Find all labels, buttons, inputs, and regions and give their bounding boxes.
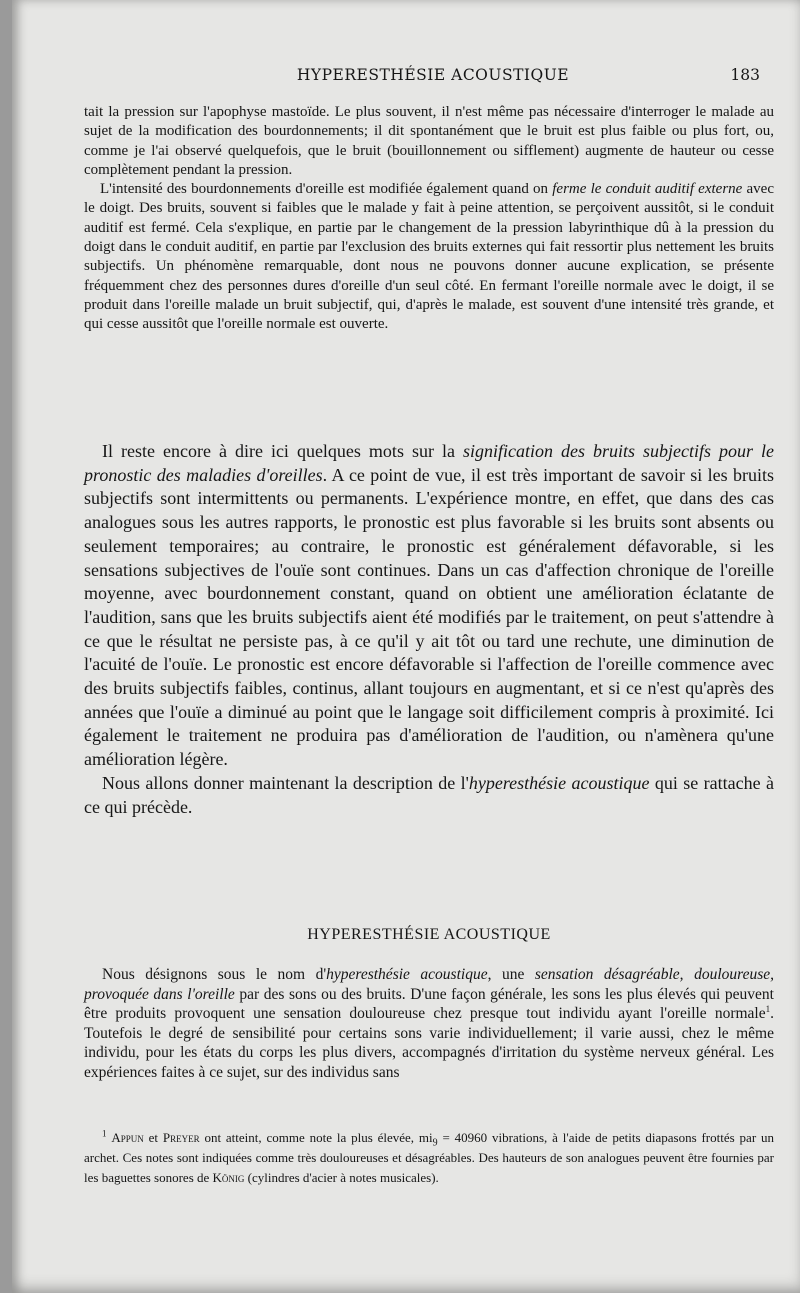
footnote-reference: 1 (765, 1004, 771, 1015)
footnote-marker: 1 (102, 1128, 107, 1139)
section-heading: HYPERESTHÉSIE ACOUSTIQUE (307, 926, 551, 943)
text-run: . Toutefois le degré de sensibilité pour certains sons varie individuellement; il varie aussi, chez le même individu, pour les états du corps les plus divers, accompagnés d'irritation du système nerveux général. Les expériences faites à ce sujet, sur des individus sans (84, 1005, 774, 1081)
text-run: . A ce point de vue, il est très important de savoir si les bruits subjectifs sont intermittents ou permanents. L'expérience montre, en effet, que dans des cas analogues sous les autres rapports, le pronostic est plus favorable si les bruits sont absents ou seulement temporaires; au contraire, le pronostic est généralement défavorable, si les sensations subjectives de l'ouïe sont continues. Dans un cas d'affection chronique de l'oreille moyenne, avec bourdonnement constant, quand on obtient une amélioration éclatante de l'audition, sans que les bruits subjectifs aient été modifiés par le traitement, on peut s'attendre à ce que le résultat ne persiste pas, à ce qu'il y ait tôt ou tard une rechute, une diminution de l'acuité de l'ouïe. Le pronostic est encore défavorable si l'affection de l'oreille commence avec des bruits subjectifs faibles, continus, allant toujours en augmentant, et si ce n'est qu'après des années que l'ouïe a diminué au point que le langage soit difficilement compris à proximité. Ici également le traitement ne produira pas d'amélioration de l'audition, ou n'amènera qu'une amélioration légère. (84, 464, 774, 770)
italic-phrase: hyperesthésie acoustique (468, 772, 650, 793)
author-name: Preyer (162, 1130, 200, 1145)
author-name: Appun (111, 1130, 144, 1145)
italic-phrase: ferme le conduit auditif externe (552, 181, 743, 198)
author-name: König (212, 1170, 245, 1185)
text-run: et (143, 1130, 163, 1145)
footnote (84, 1128, 774, 1188)
paragraph (84, 965, 774, 1083)
paragraph (84, 180, 774, 334)
upper-text-block (84, 103, 774, 335)
text-run: par des sons ou des bruits. D'une façon générale, les sons les plus élevés qui peuvent être produits provoquent une sensation douloureuse chez presque tout individu ayant l'oreille normale (84, 985, 774, 1023)
page-number: 183 (730, 66, 760, 84)
text-run: , une (487, 966, 535, 983)
italic-phrase: signification des bruits subjectifs pour le pronostic des maladies d'oreilles (84, 441, 774, 485)
text-run: L'intensité des bourdonnements d'oreille est modifiée également quand on (100, 181, 553, 198)
paragraph (84, 772, 774, 819)
text-run: Il reste encore à dire ici quelques mots sur la (102, 441, 463, 461)
text-run: avec le doigt. Des bruits, souvent si faibles que le malade y fait à peine attention, se perçoivent aussitôt, si le conduit auditif est fermé. Cela s'explique, en partie par le changement de la pression labyrinthique dû à la pression du doigt dans le conduit auditif, en partie par l'exclusion des bruits externes qui fait ressortir plus nettement les bruits subjectifs. Un phénomène remarquable, dont nous ne pouvons donner aucune explication, se présente fréquemment chez des personnes dures d'oreille d'un seul côté. En fermant l'oreille normale avec le doigt, il se produit dans l'oreille malade un bruit subjectif, qui, d'après le malade, est souvent d'une intensité très grande, et qui cesse aussitôt que l'oreille normale est ouverte. (84, 181, 775, 333)
running-title: HYPERESTHÉSIE ACOUSTIQUE (296, 66, 570, 84)
page-header (96, 66, 770, 92)
text-run: Nous allons donner maintenant la description de l' (102, 772, 469, 793)
subscript: 9 (432, 1137, 438, 1149)
text-run: qui se rattache à ce qui précède. (84, 772, 775, 817)
main-text-block (84, 440, 774, 819)
section-text-block (84, 965, 774, 1083)
text-run: = 40960 vibrations, à l'aide de petits diapasons frottés par un archet. Ces notes sont indiquées comme très douloureuses et désagréables. Des hauteurs de son analogues peuvent être fournies par les baguettes sonores de (84, 1130, 774, 1185)
text-run: ont atteint, comme note la plus élevée, mi (199, 1130, 433, 1145)
text-run: (cylindres d'acier à notes musicales). (244, 1170, 439, 1185)
paragraph: tait la pression sur l'apophyse mastoïde. Le plus souvent, il n'est même pas nécessaire d'interroger le malade au sujet de la modification des bourdonnements; il dit spontanément que le bruit est plus faible ou plus fort, ou, comme je l'ai observé quelquefois, que le bruit (bouillonnement ou sifflement) augmente de hauteur ou cesse complètement pendant la pression. (84, 104, 774, 178)
italic-phrase: sensation désagréable, douloureuse, provoquée dans l'oreille (84, 966, 774, 1003)
footnote-paragraph (84, 1128, 774, 1188)
paragraph (84, 440, 774, 772)
italic-phrase: hyperesthésie acoustique (326, 966, 488, 983)
text-run: Nous désignons sous le nom d' (102, 966, 327, 983)
